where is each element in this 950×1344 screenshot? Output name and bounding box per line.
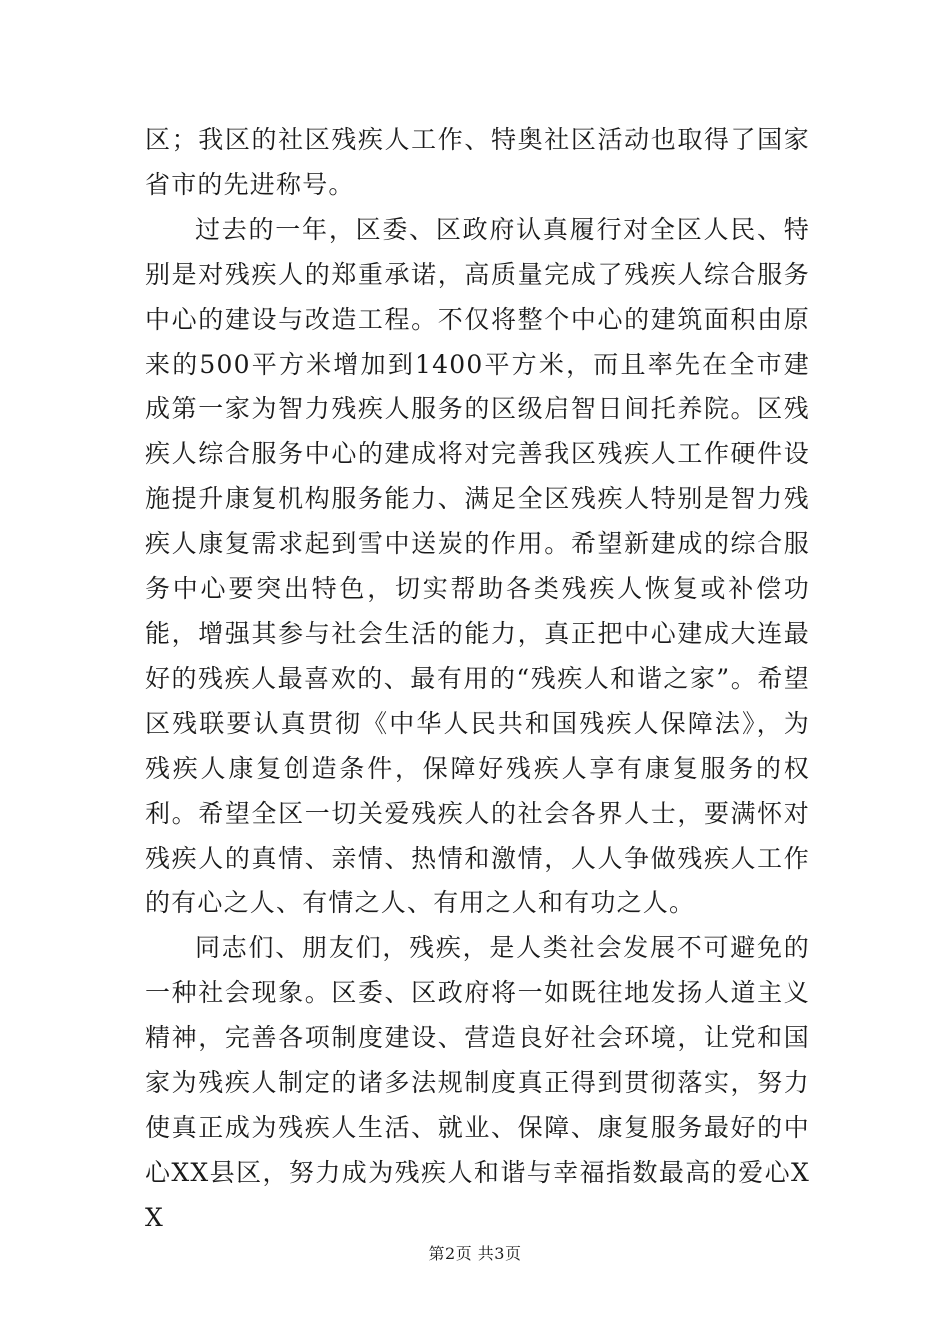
paragraph-1: 区；我区的社区残疾人工作、特奥社区活动也取得了国家省市的先进称号。 [145,125,810,199]
document-body [145,118,810,1241]
paragraph-2: 过去的一年，区委、区政府认真履行对全区人民、特别是对残疾人的郑重承诺，高质量完成了残疾人综合服务中心的建设与改造工程。不仅将整个中心的建筑面积由原来的500平方米增加到1400平方米，而且率先在全市建成第一家为智力残疾人服务的区级启智日间托养院。区残疾人综合服务中心的建成将对完善我区残疾人工作硬件设施提升康复机构服务能力、满足全区残疾人特别是智力残疾人康复需求起到雪中送炭的作用。希望新建成的综合服务中心要突出特色，切实帮助各类残疾人恢复或补偿功能，增强其参与社会生活的能力，真正把中心建成大连最好的残疾人最喜欢的、最有用的“残疾人和谐之家”。希望区残联要认真贯彻《中华人民共和国残疾人保障法》，为残疾人康复创造条件，保障好残疾人享有康复服务的权利。希望全区一切关爱残疾人的社会各界人士，要满怀对残疾人的真情、亲情、热情和激情，人人争做残疾人工作的有心之人、有情之人、有用之人和有功之人。 [145,214,810,918]
page-number-footer: 第2页 共3页 [428,1244,522,1263]
paragraph-3: 同志们、朋友们，残疾，是人类社会发展不可避免的一种社会现象。区委、区政府将一如既往地发扬人道主义精神，完善各项制度建设、营造良好社会环境，让党和国家为残疾人制定的诸多法规制度真正得到贯彻落实，努力使真正成为残疾人生活、就业、保障、康复服务最好的中心XX县区，努力成为残疾人和谐与幸福指数最高的爱心XX [145,933,810,1232]
